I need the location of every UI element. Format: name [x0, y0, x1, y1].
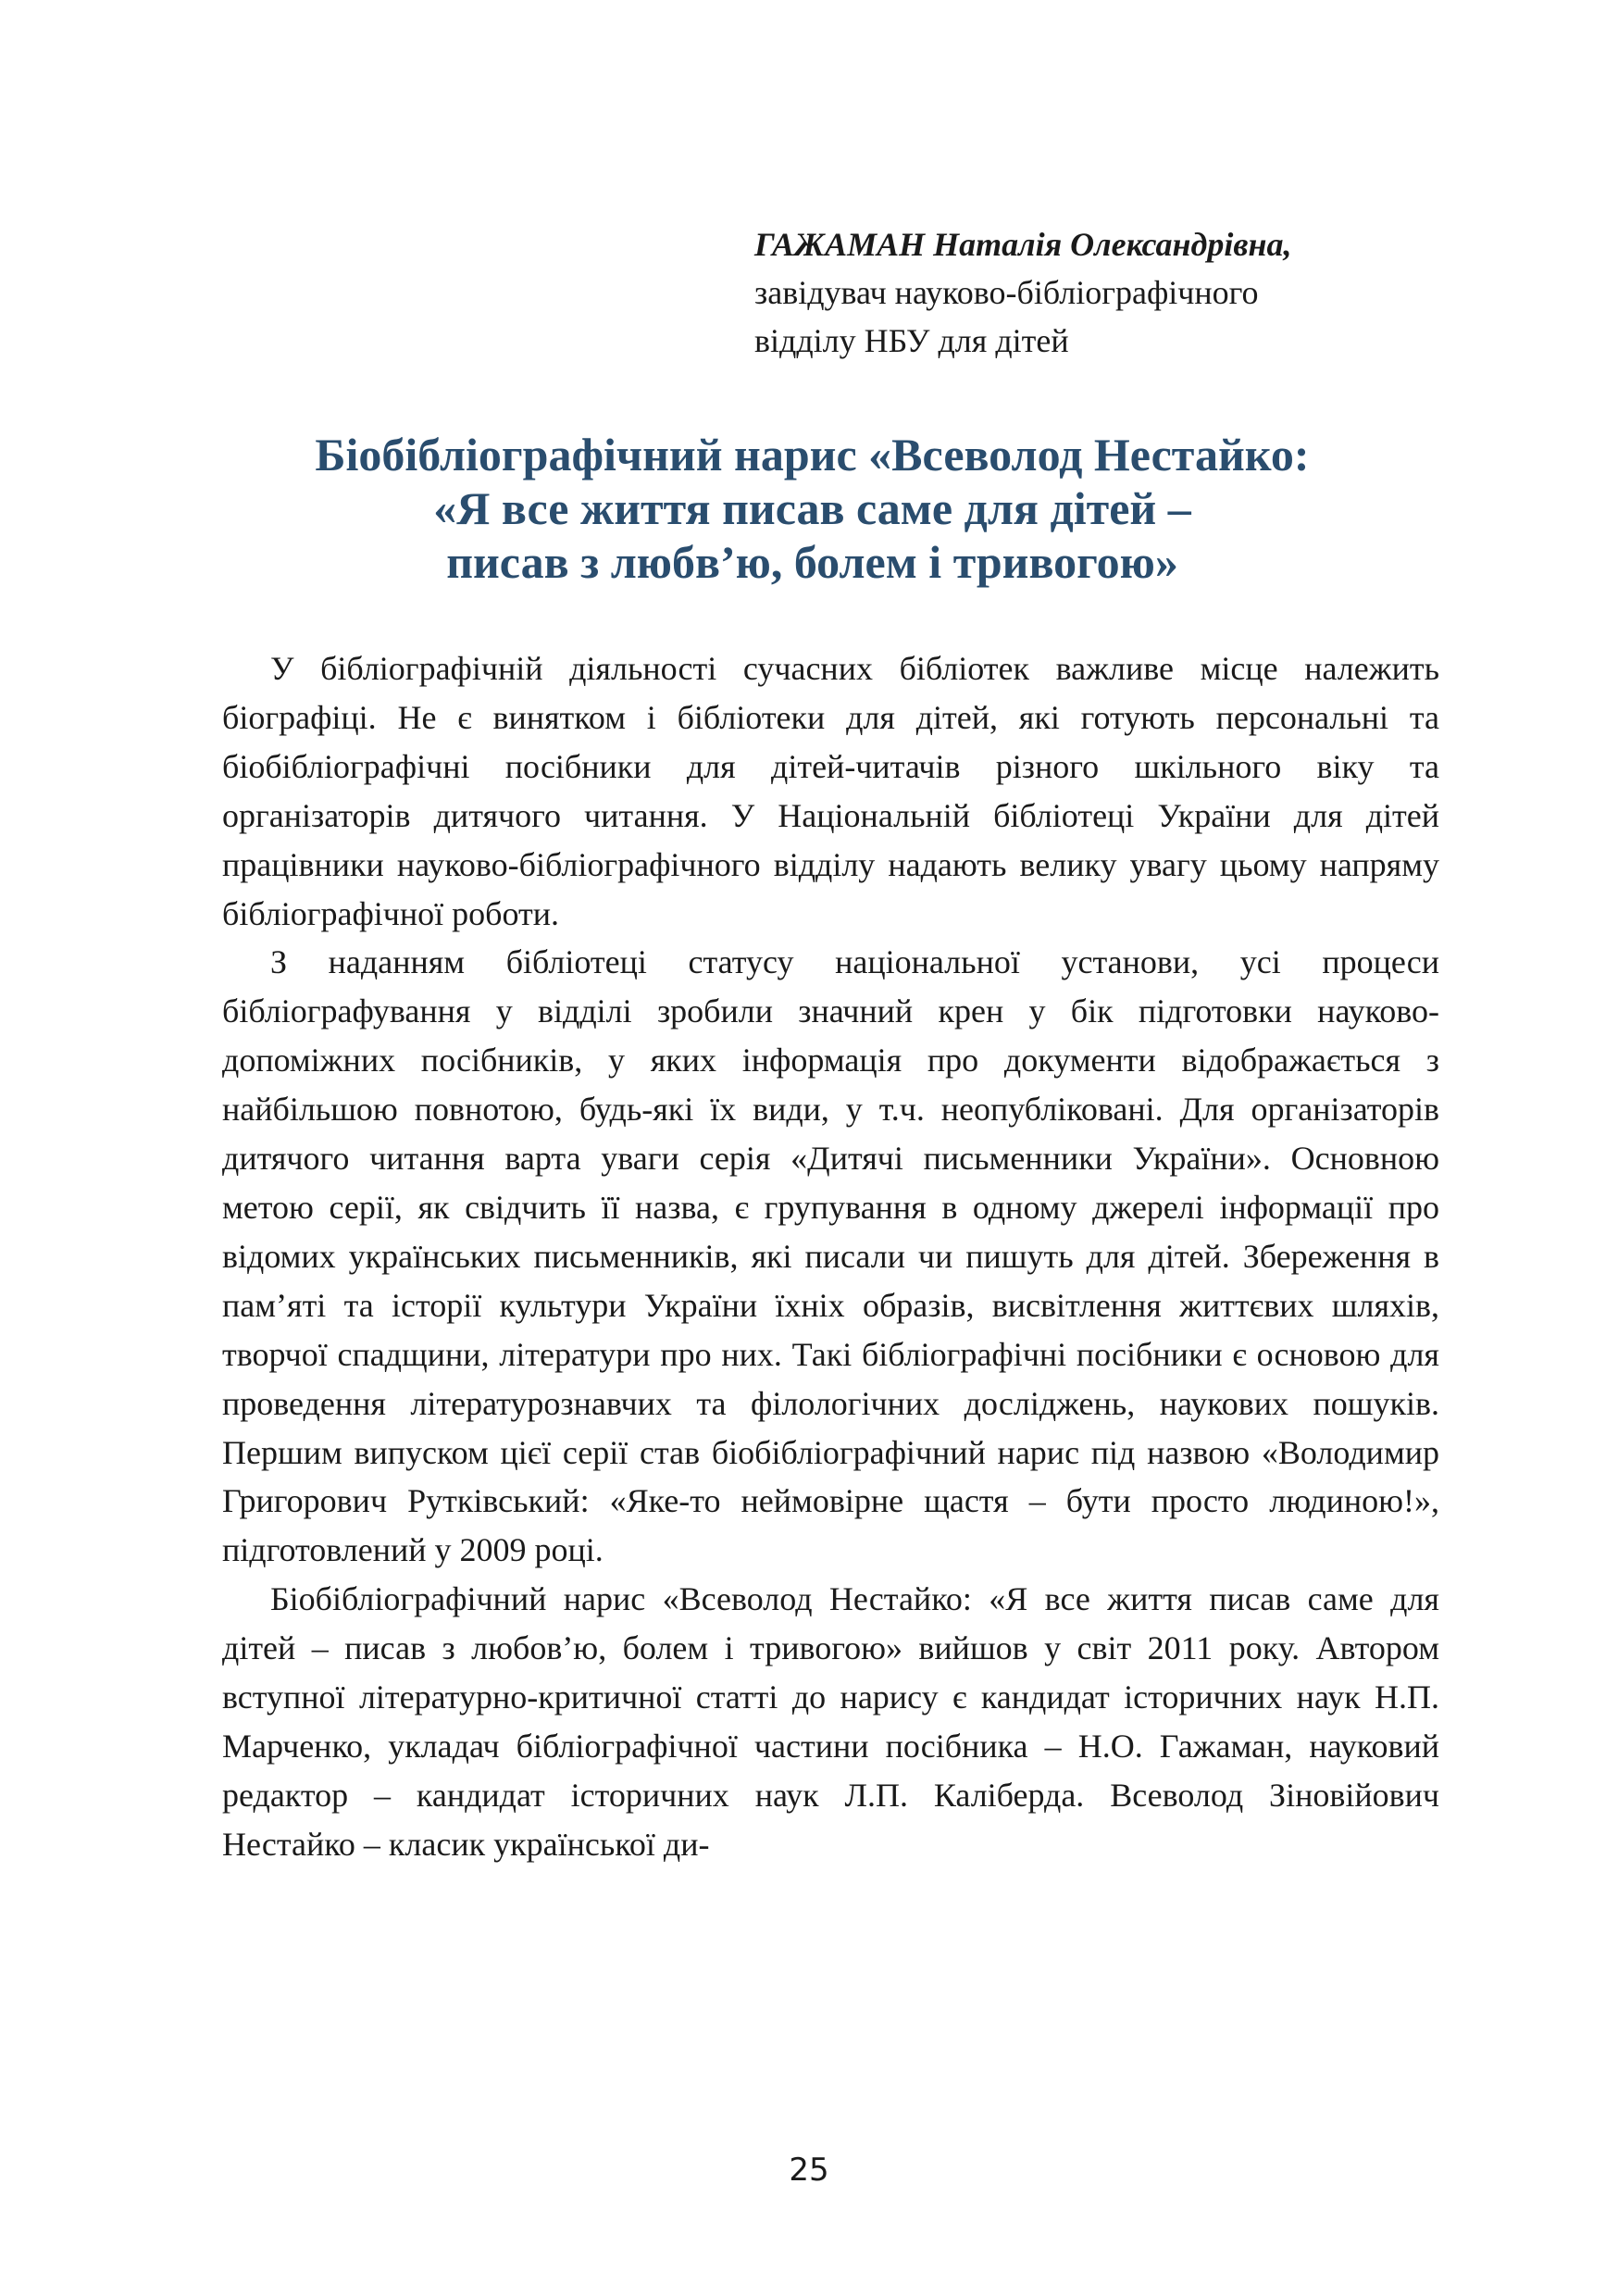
author-name: ГАЖАМАН Наталія Олександрівна, — [754, 226, 1292, 263]
paragraph: З наданням бібліотеці статусу національної установи, усі процеси бібліографування у відділі зробили значний крен у бік підготовки науково-допоміжних посібників, у яких інформація про документи відображається з найбільшою повнотою, будь-які їх види, у т.ч. неопубліковані. Для організаторів дитячого читання варта уваги серія «Дитячі письменники України». Основною метою серії, як свідчить її назва, є групування в одному джерелі інформації про відомих українських письменників, які писали чи пишуть для дітей. Збереження в пам’яті та історії культури України їхніх образів, висвітлення життєвих шляхів, творчої спадщини, літератури про них. Такі бібліографічні посібники є основою для проведення літературознавчих та філологічних досліджень, наукових пошуків. Першим випуском цієї серії став біобібліографічний нарис під назвою «Володимир Григорович Рутківський: «Яке-то неймовірне щастя – бути просто людиною!», підготовлений у 2009 році. — [222, 943, 1439, 1569]
author-block — [754, 220, 1476, 365]
title-line: Біобібліографічний нарис «Всеволод Нестайко: — [315, 429, 1310, 480]
author-position-line: відділу НБУ для дітей — [754, 322, 1069, 359]
page-number: 25 — [789, 2152, 829, 2189]
article-body — [222, 644, 1439, 1869]
paragraph: У бібліографічній діяльності сучасних бібліотек важливе місце належить біографіці. Не є винятком і бібліотеки для дітей, які готують персональні та біобібліографічні посібники для дітей-читачів різного шкільного віку та організаторів дитячого читання. У Національній бібліотеці України для дітей працівники науково-бібліографічного відділу надають велику увагу цьому напряму бібліографічної роботи. — [222, 650, 1439, 932]
paragraph: Біобібліографічний нарис «Всеволод Нестайко: «Я все життя писав саме для дітей – писав з любов’ю, болем і тривогою» вийшов у світ 2011 року. Автором вступної літературно-критичної статті до нарису є кандидат історичних наук Н.П. Марченко, укладач бібліографічної частини посібника – Н.О. Гажаман, науковий редактор – кандидат історичних наук Л.П. Каліберда. Всеволод Зіновійович Нестайко – класик української ди- — [222, 1580, 1439, 1863]
title-line: «Я все життя писав саме для дітей – — [433, 482, 1191, 534]
author-position-line: завідувач науково-бібліографічного — [754, 274, 1259, 311]
article-title — [167, 428, 1458, 589]
title-line: писав з любв’ю, болем і тривогою» — [446, 536, 1178, 588]
